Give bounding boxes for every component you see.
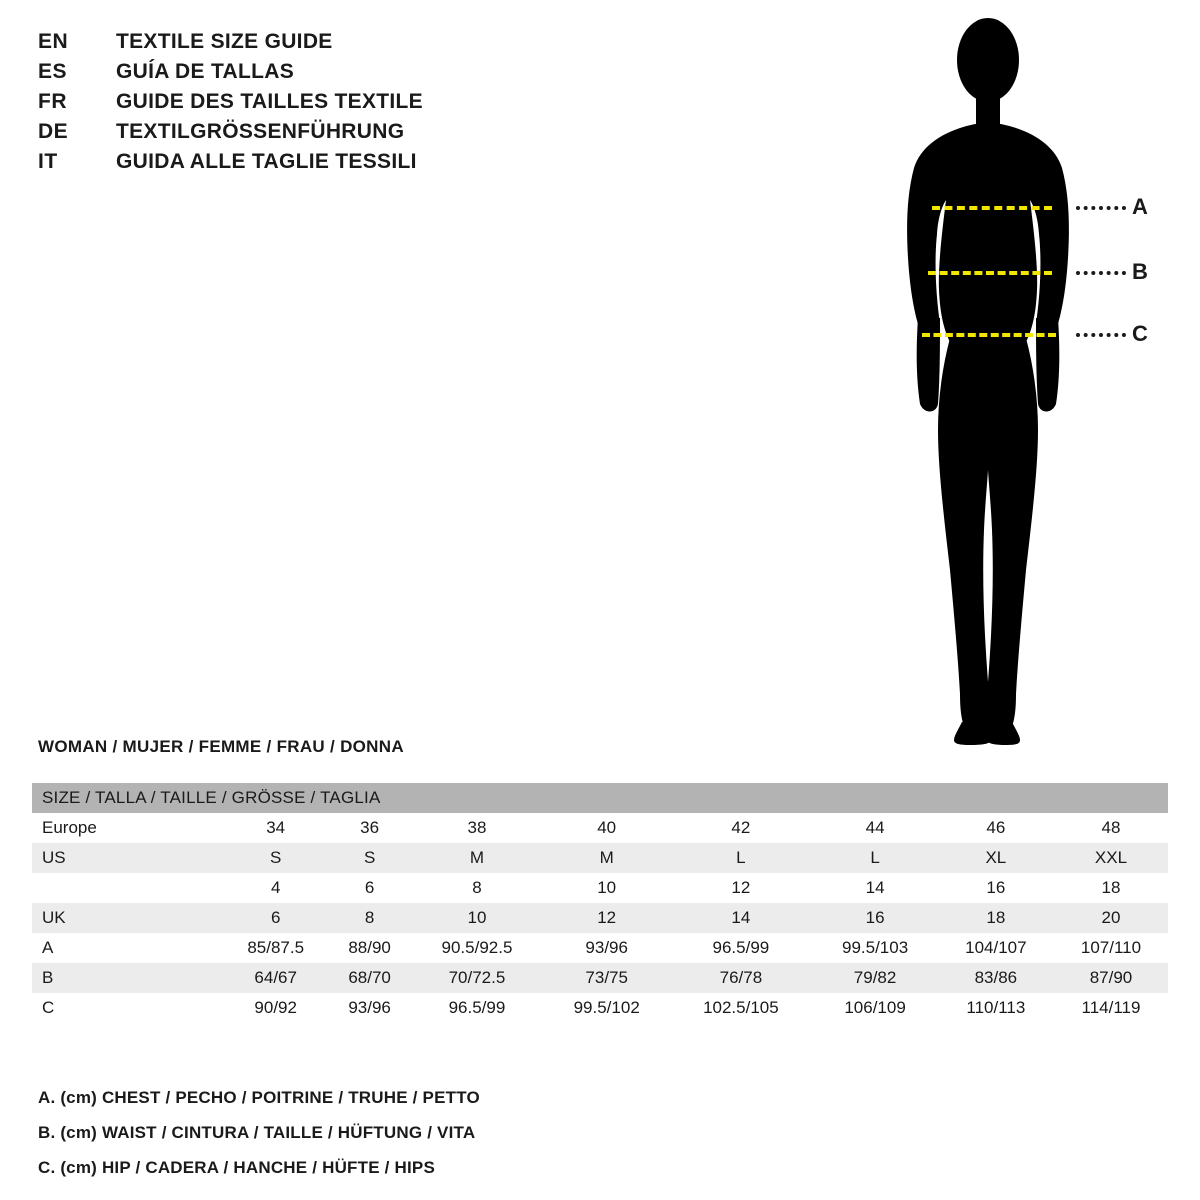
language-row <box>38 150 558 180</box>
table-cell: 16 <box>938 873 1054 903</box>
table-cell: L <box>812 843 937 873</box>
table-cell: 79/82 <box>812 963 937 993</box>
chest-marker-label: A <box>1132 194 1148 219</box>
table-cell: 70/72.5 <box>410 963 544 993</box>
language-title: TEXTILGRÖSSENFÜHRUNG <box>116 120 405 143</box>
table-cell: 99.5/103 <box>812 933 937 963</box>
table-row <box>32 933 1168 963</box>
language-title-list <box>38 30 558 180</box>
language-code: FR <box>38 90 67 113</box>
table-row <box>32 813 1168 843</box>
table-cell: 14 <box>669 903 812 933</box>
chest-leader-line <box>1076 206 1126 210</box>
hip-measure-line <box>922 333 1056 337</box>
table-cell: XXL <box>1054 843 1168 873</box>
language-title: GUIDA ALLE TAGLIE TESSILI <box>116 150 417 173</box>
legend-item-waist: B. (cm) WAIST / CINTURA / TAILLE / HÜFTUNG / VITA <box>38 1123 476 1142</box>
language-code: DE <box>38 120 69 143</box>
table-cell: 102.5/105 <box>669 993 812 1023</box>
table-group-heading: WOMAN / MUJER / FEMME / FRAU / DONNA <box>38 737 404 756</box>
table-cell: 10 <box>544 873 669 903</box>
table-cell: 88/90 <box>329 933 410 963</box>
table-cell: 8 <box>410 873 544 903</box>
table-cell: 46 <box>938 813 1054 843</box>
table-cell: 93/96 <box>329 993 410 1023</box>
table-cell: S <box>222 843 329 873</box>
table-cell: 16 <box>812 903 937 933</box>
table-cell: 14 <box>812 873 937 903</box>
row-label: Europe <box>32 813 222 843</box>
language-title: GUÍA DE TALLAS <box>116 60 295 83</box>
legend-item-chest: A. (cm) CHEST / PECHO / POITRINE / TRUHE / PETTO <box>38 1088 480 1107</box>
row-label <box>32 873 222 903</box>
measurement-legend <box>38 1088 480 1193</box>
table-header-row <box>32 783 1168 813</box>
female-body-figure <box>880 18 1170 748</box>
hip-marker-label: C <box>1132 321 1148 346</box>
language-row <box>38 120 558 150</box>
table-cell: 8 <box>329 903 410 933</box>
language-title: TEXTILE SIZE GUIDE <box>116 30 333 53</box>
table-cell: 87/90 <box>1054 963 1168 993</box>
row-label: UK <box>32 903 222 933</box>
table-cell: 90/92 <box>222 993 329 1023</box>
table-row <box>32 963 1168 993</box>
table-cell: 107/110 <box>1054 933 1168 963</box>
table-cell: 90.5/92.5 <box>410 933 544 963</box>
table-cell: 18 <box>938 903 1054 933</box>
table-cell: 106/109 <box>812 993 937 1023</box>
table-cell: 48 <box>1054 813 1168 843</box>
table-cell: XL <box>938 843 1054 873</box>
table-row <box>32 843 1168 873</box>
row-label: C <box>32 993 222 1023</box>
table-cell: 18 <box>1054 873 1168 903</box>
table-cell: 99.5/102 <box>544 993 669 1023</box>
table-cell: 85/87.5 <box>222 933 329 963</box>
waist-marker-label: B <box>1132 259 1148 284</box>
language-row <box>38 60 558 90</box>
size-table <box>32 783 1168 1023</box>
table-row <box>32 873 1168 903</box>
table-cell: M <box>544 843 669 873</box>
table-cell: 10 <box>410 903 544 933</box>
table-cell: 83/86 <box>938 963 1054 993</box>
table-cell: 36 <box>329 813 410 843</box>
language-row <box>38 30 558 60</box>
table-cell: 42 <box>669 813 812 843</box>
table-cell: 4 <box>222 873 329 903</box>
row-label: US <box>32 843 222 873</box>
language-row <box>38 90 558 120</box>
table-cell: L <box>669 843 812 873</box>
table-cell: 76/78 <box>669 963 812 993</box>
table-cell: 73/75 <box>544 963 669 993</box>
language-code: ES <box>38 60 68 83</box>
waist-measure-line <box>928 271 1052 275</box>
table-cell: 12 <box>669 873 812 903</box>
table-cell: 20 <box>1054 903 1168 933</box>
row-label: A <box>32 933 222 963</box>
table-header-label: SIZE / TALLA / TAILLE / GRÖSSE / TAGLIA <box>32 783 1168 813</box>
table-cell: 104/107 <box>938 933 1054 963</box>
table-cell: 114/119 <box>1054 993 1168 1023</box>
language-code: IT <box>38 150 58 173</box>
language-title: GUIDE DES TAILLES TEXTILE <box>116 90 423 113</box>
table-cell: 93/96 <box>544 933 669 963</box>
table-cell: 38 <box>410 813 544 843</box>
hip-leader-line <box>1076 333 1126 337</box>
table-cell: 44 <box>812 813 937 843</box>
table-cell: 110/113 <box>938 993 1054 1023</box>
row-label: B <box>32 963 222 993</box>
table-cell: S <box>329 843 410 873</box>
table-cell: 34 <box>222 813 329 843</box>
table-cell: 64/67 <box>222 963 329 993</box>
table-cell: 6 <box>329 873 410 903</box>
chest-measure-line <box>932 206 1052 210</box>
table-cell: 96.5/99 <box>410 993 544 1023</box>
table-cell: 68/70 <box>329 963 410 993</box>
table-cell: M <box>410 843 544 873</box>
table-row <box>32 993 1168 1023</box>
language-code: EN <box>38 30 69 53</box>
table-row <box>32 903 1168 933</box>
legend-item-hip: C. (cm) HIP / CADERA / HANCHE / HÜFTE / HIPS <box>38 1158 436 1177</box>
table-cell: 96.5/99 <box>669 933 812 963</box>
female-silhouette-icon <box>880 18 1170 748</box>
table-cell: 6 <box>222 903 329 933</box>
waist-leader-line <box>1076 271 1126 275</box>
table-cell: 40 <box>544 813 669 843</box>
table-cell: 12 <box>544 903 669 933</box>
